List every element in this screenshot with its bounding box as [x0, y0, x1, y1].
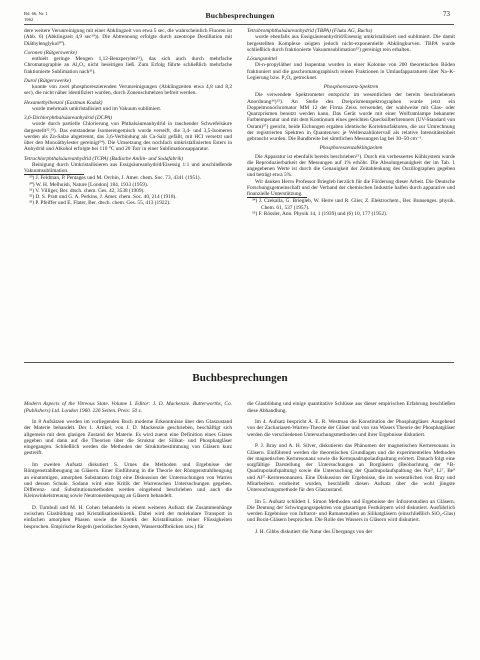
right-column-paragraph: Phosphoreszenzabklingzeiten [319, 145, 383, 152]
left-column-paragraph: 3,6-Dichlorphthalsäureanhydrid (DCPA) [24, 115, 112, 121]
right-column-paragraph: Di-n-propyläther und Isopentan wurden in einer Kolonne von 200 theoretischen Böden fraktioniert und die gaschromatographisch reinen Fraktionen in Umlaufapparaturen über Na–K-Legierung bzw. P₂O₅ getrocknet. [247, 62, 455, 81]
article-left-column [24, 28, 232, 207]
volume-line: Bd. 66, Nr. 1 [24, 11, 48, 16]
left-column-paragraph: wurde mehrmals umkristallisiert und im Vakuum sublimiert. [32, 105, 162, 112]
review-right-paragraph: die Glasbildung und einige quantitative Schlüsse aus dieser empirischen Erfahrung beschließen diese Abhandlung. [247, 401, 455, 414]
right-column-paragraph: Die Apparatur ist ebenfalls bereits beschrieben¹⁵). Durch ein verbessertes Kühlsystem wurde die Reproduzierbarkeit der Messungen auf 1% erhöht. Die Absolutgenauigkeit der im Tab. 1 angegebenen Werte ist durch die Genauigkeit der Zeitablenkung des Oszillographen gegeben und beträgt etwa 5%. [247, 153, 455, 179]
review-left-paragraph: Modern Aspects of the Vitreous State. Volume I. Editor: J. D. Mackenzie. Butterworths, Co. (Publishers) Ltd. London 1960. 226 Seiten. Preis: 50 s. [24, 401, 232, 414]
left-column-paragraph: Hexamethylbenzol (Eastman Kodak) [24, 99, 103, 106]
review-section-title: Buchbesprechungen [192, 372, 288, 384]
right-column-paragraph: Wir danken Herrn Professor Briegleb herzlich für die Förderung dieser Arbeit. Die Deutsche Forschungsgemeinschaft und der Verband der chemischen Industrie halfen durch apparative und finanzielle Unterstützung. [247, 178, 455, 197]
right-column-paragraph: Lösungsmittel [247, 56, 277, 62]
left-column-paragraph: Coronen (Rütgerswerke) [24, 49, 77, 56]
review-left-paragraph: In 8 Aufsätzen werden im vorliegenden Buch moderne Erkenntnisse über den Glaszustand der Materie behandelt. Der 1. Artikel, von J. D. Mackenzie geschrieben, beschäftigt sich allgemein mit dem glasigen Zustand der Materie. Es wird zuerst eine Definition eines Glases gegeben und dann auf die Theorien über die Struktur der Silikat- und Phosphatgläser eingegangen. Schließlich werden die Methoden der Strukturbestimmung von Gläsern kurz gestreift. [24, 419, 232, 457]
right-column-paragraph: Tetrabromphthalsäureanhydrid (TBPA) (Fluka AG, Buchs) [247, 28, 373, 34]
footnote: ²⁹) J. Feldman, P. Pentages und M. Orchin, J. Amer. chem. Soc. 73, 4341 (1951). [29, 175, 201, 182]
year-line: 1962 [24, 16, 34, 22]
review-right-paragraph: J. H. Gibbs diskutiert die Natur des Übergangs von der [255, 528, 373, 535]
left-column-paragraph: Tetrachlorphthalsäureanhydrid (TCPA) (Badische Anilin- und Sodafabrik) [24, 155, 183, 162]
review-right-column [247, 396, 455, 541]
left-column-paragraph: Reinigung durch Umkristallisieren aus Essigsäureanhydrid/Eisessig 1:1 und anschließende Vakuumsublimation. [24, 161, 232, 174]
right-column-paragraph: Phosphoreszenz-Spektren [323, 84, 379, 90]
left-column-paragraph: Durol (Rütgerswerke) [24, 77, 71, 84]
footnote: ³⁴) J. Czekalla, G. Briegleb, W. Herre und R. Glier, Z. Elektrochem., Ber. Bunsenges. physik. Chem. 61, 537 (1957). [252, 198, 455, 211]
review-right-paragraph: Im 4. Aufsatz bespricht A. E. R. Westman die Konstitution der Phosphatgläser. Ausgehend von der Zachariasen-Warren-Theorie der Gläser und von van Wasers Theorie der Phosphatgläser werden die verschiedenen Untersuchungsmethoden und ihrer Ergebnisse diskutiert. [247, 419, 455, 438]
review-left-paragraph: Im zweiten Aufsatz diskutiert S. Urnes die Methoden und Ergebnisse der Röntgenstrahlbeugung an Gläsern. Einer Einführung in die Theorie der Röntgenstrahlbeugung an einatomigen, amorphen Substanzen folgt eine Diskussion der Untersuchungen von Warren und dessen Schule. Sodann wird eine Kritik der Warrenschen Untersuchungen gegeben. Differenz- und Substitutionsmethoden werden eingehend beschrieben und auch die Kleinwinkelstreuung sowie Neutronenbeugung an Gläsern behandelt. [24, 462, 232, 500]
article-right-column [247, 28, 455, 217]
review-left-paragraph: D. Turnbull und M. H. Cohen behandeln in einem weiteren Aufsatz die Zusammenhänge zwischen Glasbildung und Kristallisationskinetik. Dabei wird der molekulare Transport in einfachen amorphen Phasen sowie die Kinetik der Kristallisation reiner Flüssigkeiten besprochen. Empirische Regeln (periodisches System, Wasserstoffbrücken usw.) für [24, 504, 232, 530]
left-column-paragraph: dere weitere Verunreinigung mit einer Abklingzeit von etwa 5 sec, die wahrscheinlich Fluoren ist (Abb. 6) (Abklingzeit 4,9 sec¹⁹)). Die Abtrennung erfolgte durch azeotrope Destillation mit Diäthylenglykol³⁰). [24, 28, 232, 47]
review-right-paragraph: P. J. Bray und A. H. Silver, diskutieren das Phänomen der magnetischen Kernresonanz in Gläsern. Einführend werden die theoretischen Grundlagen und die experimentellen Methoden der magnetischen Kernresonanz sowie die Kernquadrupolaufspaltung erörtert. Danach folgt eine sorgfältige Darstellung der Untersuchungen an Borgläsern (Beobachtung der ¹¹B-Quadrupolaufspaltung) sowie die Untersuchung der Quadrupolaufspaltung des Na²³, Li⁷, Be⁹ und Al²⁷-Kernresonanzen. Eine Diskussion der Ergebnisse, die im wesentlichen von Bray und Mitarbeitern erarbeitet wurden, beschließt diesen Aufsatz über die wohl jüngste Untersuchungsmethode für den Glaszustand. [247, 443, 455, 494]
section-rule [24, 362, 454, 363]
footnote: ³¹) V. Villiger, Ber. dtsch. chem. Ges. 42, 3538 (1909). [29, 187, 145, 194]
header-rule [24, 24, 454, 25]
review-right-paragraph: Im 5. Aufsatz schildert I. Simon Methoden und Ergebnisse der Infrarotstudien an Gläsern. Die Deutung der Schwingungsspektren von glasartigen Festkörpern wird diskutiert. Ausführlich werden Ergebnisse von Infrarot- und Ramanstudien an Silikatgläsern (einschließlich SiO₂-Glas) und Borat-Gläsern besprochen. Die Rolle des Wassers in Gläsern wird diskutiert. [247, 498, 455, 524]
footnote: ³²) D. S. Pratt und G. A. Perkins, J. Amer. chem. Soc. 40, 214 (1918). [29, 194, 177, 200]
review-left-column [24, 396, 232, 535]
right-column-paragraph: Die verwendete Spektrometer entspricht im wesentlichen der bereits beschriebenen Anordnung³⁶)¹⁵). An Stelle des Dreiprismenspektrographen wurde jetzt ein Doppelmonochromator MM 12 der Firma Zeiss verwendet, der wahlweise mit Glas- oder Quarzprismen benutzt werden kann. Das Gerät wurde mit einer Wolframlampe bekannter Farbtemperatur und mit dem Kontinuum eines geeichten Quecksilberbrenners (UV-Standard von Osram)³⁷) geeicht, beide Eichungen ergaben identische Korrekturfaktoren, die zur Umrechnung der registrierten Spektren in Quanten/sec je Wellenzahlintervall als relative Intensitäteinheit gebraucht wurden. Die Bandbreite bei sämtlichen Messungen lag bei 30–50 cm⁻¹. [247, 92, 455, 142]
footnote: ³⁰) W. H. Melhuish, Nature [London] 184, 1933 (1959). [29, 181, 149, 188]
page-number: 73 [443, 10, 450, 18]
left-column-paragraph: enthielt geringe Mengen 1,12-Benzperylen²¹), das sich auch durch mehrfache Chromatographie an Al₂O₃ nicht beseitigen ließ. Zum Erfolg führte schließlich mehrfache fraktionierte Sublimation nach³¹). [24, 56, 232, 75]
left-column-paragraph: wurde durch partielle Chlorierung von Phthalsäureanhydrid in rauchender Schwefelsäure dargestellt³²,³³). Das entstandene Isomerengemisch wurde verseift, die 3,4- und 3,5-Isomeren werden als Zn-Salze abgetrennt, das 3,6-Verbindung als Ca-Salz gefällt, mit HCl versetzt und über den Monoäthylester gereinigt³⁴). Die Umsetzung des nochfach umkristallisierten Esters in Anhydrid und Alkohol erfolgte bei 110 °C und 20 Torr in einer Sublimationsapparatur. [24, 121, 232, 153]
running-title: Buchbesprechungen [205, 11, 275, 20]
footnote: ³⁵) F. Rössler, Ann. Physik 14, 1 (1939) und (6) 10, 177 (1952). [252, 210, 388, 217]
footnote: ³³) P. Pfeiffer und E. Flater, Ber. dtsch. chem. Ges. 55, 413 (1922). [29, 200, 171, 207]
left-column-paragraph: konnte von zwei phosphoreszierenden Verunreinigungen (Abklingzeiten etwa 4,8 und 8,2 sec), die nicht näher identifiziert wurden, durch Zonenschmelzen befreit werden. [24, 84, 232, 97]
right-column-paragraph: wurde ebenfalls aus Essigsäureanhydrid/Eisessig umkristallisiert und sublimiert. Die damit hergestellten Komplexe zeigten jedoch nicht-exponentielle Abklingkurven. TBPA wurde schließlich durch fraktionierte Vakuumsublimation³⁵) gereinigt rein erhalten. [247, 34, 455, 53]
